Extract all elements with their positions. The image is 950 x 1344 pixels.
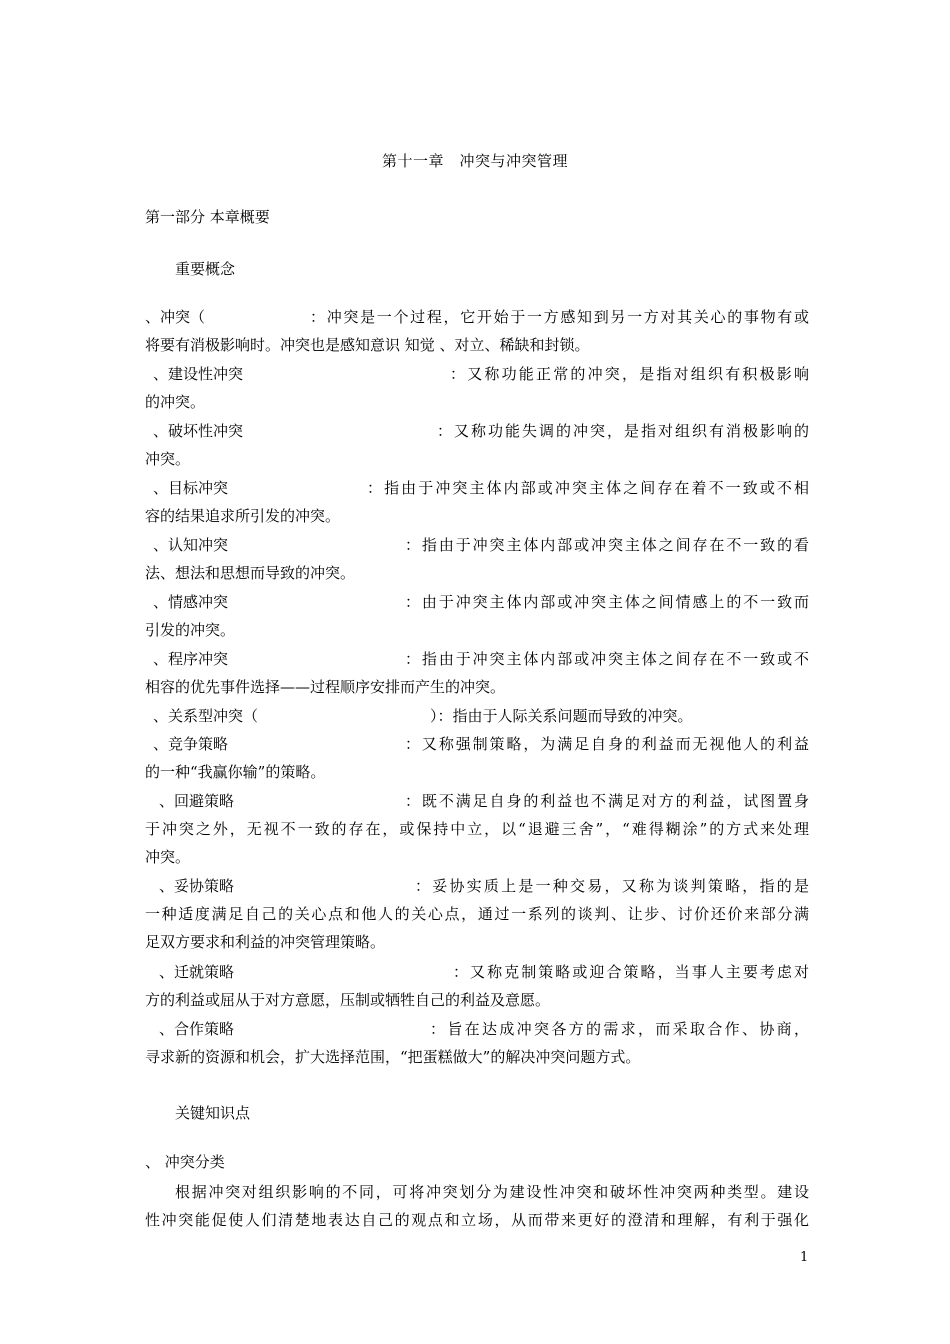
definition-item [145,702,809,730]
definition-term: 、关系型冲突（ [153,707,259,725]
definition-term: 、情感冲突 [153,593,229,611]
definition-text: ：由于冲突主体内部或冲突主体之间情感上的不一致而 [405,593,809,611]
definition-text: ：指由于冲突主体内部或冲突主体之间存在不一致的看 [405,536,809,554]
definition-text: ：冲突是一个过程，它开始于一方感知到另一方对其关心的事物有或 [310,308,809,326]
definition-item [145,360,809,416]
paragraph-line: 性冲突能促使人们清楚地表达自己的观点和立场，从而带来更好的澄清和理解，有利于强化 [145,1211,809,1229]
definition-continuation: 冲突。 [145,848,191,866]
definition-continuation: 方的利益或屈从于对方意愿，压制或牺牲自己的利益及意愿。 [145,991,551,1009]
chapter-title: 第十一章 冲突与冲突管理 [381,152,568,170]
definition-term: 、竞争策略 [153,735,229,753]
definition-item [145,474,809,530]
classification-heading: 、 冲突分类 [145,1153,225,1171]
paragraph-line: 根据冲突对组织影响的不同，可将冲突划分为建设性冲突和破坏性冲突两种类型。建设 [175,1183,809,1201]
definition-continuation: 一种适度满足自己的关心点和他人的关心点，通过一系列的谈判、让步、讨价还价来部分满 [145,905,809,923]
definition-text: ：既不满足自身的利益也不满足对方的利益，试图置身 [405,792,809,810]
definition-term: 、目标冲突 [153,479,229,497]
definition-continuation: 法、想法和思想而导致的冲突。 [145,564,356,582]
definition-continuation: 足双方要求和利益的冲突管理策略。 [145,933,386,951]
definition-continuation: 将要有消极影响时。冲突也是感知意识 知觉 、对立、稀缺和封锁。 [145,336,590,354]
definition-continuation: 的冲突。 [145,393,206,411]
definition-continuation: 寻求新的资源和机会，扩大选择范围，“把蛋糕做大”的解决冲突问题方式。 [145,1048,641,1066]
definition-term: 、程序冲突 [153,650,229,668]
definition-item [145,958,809,1014]
definition-item [145,303,809,359]
definition-term: 、认知冲突 [153,536,229,554]
definition-item [145,531,809,587]
definition-term: 、合作策略 [159,1020,235,1038]
classification-paragraph [145,1178,809,1234]
definition-continuation: 的一种“我赢你输”的策略。 [145,763,326,781]
definition-item [145,1015,809,1071]
definition-text: ）：指由于人际关系问题而导致的冲突。 [430,707,693,725]
definition-item [145,730,809,786]
definition-continuation: 引发的冲突。 [145,621,236,639]
definition-continuation: 于冲突之外，无视不一致的存在，或保持中立，以“退避三舍”，“难得糊涂”的方式来处理 [145,820,809,838]
definition-term: 、冲突（ [145,308,206,326]
definition-item [145,417,809,473]
definition-item [145,588,809,644]
definition-text: ：妥协实质上是一种交易，又称为谈判策略，指的是 [415,877,809,895]
definition-text: ：又称强制策略，为满足自身的利益而无视他人的利益 [405,735,809,753]
definition-item [145,787,809,871]
definition-text: ：又称功能正常的冲突，是指对组织有积极影响 [450,365,809,383]
definition-term: 、回避策略 [159,792,235,810]
definition-text: ：指由于冲突主体内部或冲突主体之间存在不一致或不 [405,650,809,668]
definition-item [145,645,809,701]
definition-continuation: 冲突。 [145,450,191,468]
page-number: 1 [800,1250,809,1265]
definition-term: 、建设性冲突 [153,365,244,383]
definition-term: 、破坏性冲突 [153,422,244,440]
definition-continuation: 相容的优先事件选择——过程顺序安排而产生的冲突。 [145,678,506,696]
definition-text: ：又称功能失调的冲突，是指对组织有消极影响的 [437,422,809,440]
definition-continuation: 容的结果追求所引发的冲突。 [145,507,341,525]
definition-term: 、迁就策略 [159,963,235,981]
definition-item [145,872,809,956]
concepts-heading: 重要概念 [175,260,236,278]
definition-term: 、妥协策略 [159,877,235,895]
key-points-heading: 关键知识点 [175,1104,251,1122]
part-heading: 第一部分 本章概要 [145,208,270,226]
definition-text: ：旨在达成冲突各方的需求，而采取合作、协商， [430,1020,809,1038]
definition-text: ：指由于冲突主体内部或冲突主体之间存在着不一致或不相 [367,479,809,497]
definition-text: ：又称克制策略或迎合策略，当事人主要考虑对 [453,963,809,981]
